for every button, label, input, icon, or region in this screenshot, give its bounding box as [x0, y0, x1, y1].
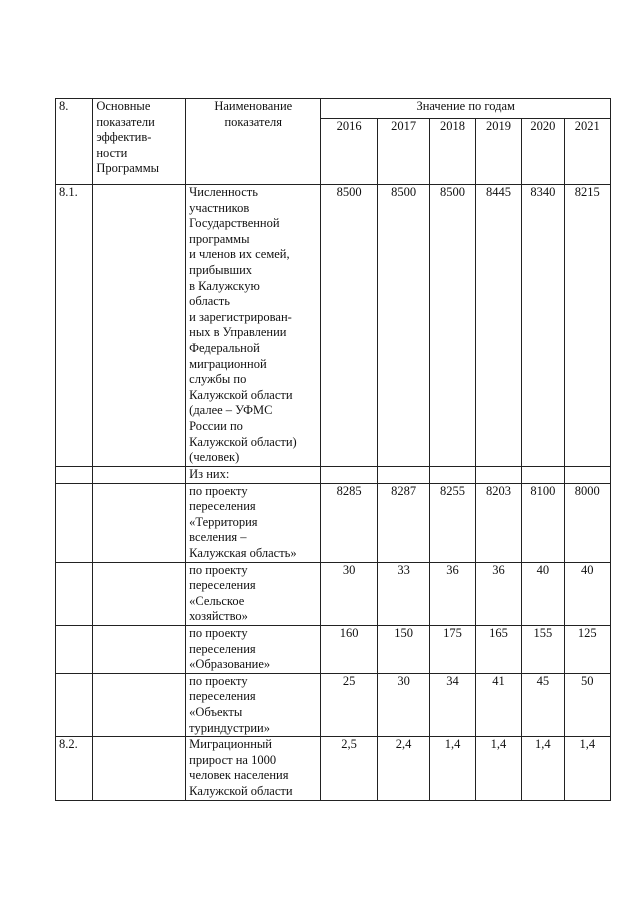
year-2018: 2018	[430, 119, 475, 185]
value-2018: 36	[430, 562, 475, 625]
value-2018: 8255	[430, 483, 475, 562]
table-row	[56, 562, 611, 625]
value-2020: 155	[522, 625, 564, 673]
table-row	[56, 673, 611, 736]
value-2020: 40	[522, 562, 564, 625]
value-2016: 30	[321, 562, 378, 625]
value-2021: 40	[564, 562, 610, 625]
row-number	[56, 562, 93, 625]
table-row	[56, 185, 611, 467]
value-2021: 125	[564, 625, 610, 673]
value-2021	[564, 467, 610, 484]
value-2018: 175	[430, 625, 475, 673]
value-2017: 30	[377, 673, 429, 736]
value-2018	[430, 467, 475, 484]
value-2019: 1,4	[475, 737, 521, 800]
row-indicator-name: по проекту переселения «Сельское хозяйство»	[186, 562, 321, 625]
value-2019: 41	[475, 673, 521, 736]
header-values-by-year: Значение по годам	[321, 99, 611, 119]
row-indicator	[93, 673, 186, 736]
value-2019: 36	[475, 562, 521, 625]
value-2016: 8500	[321, 185, 378, 467]
header-num: 8.	[56, 99, 93, 185]
value-2018: 34	[430, 673, 475, 736]
value-2021: 50	[564, 673, 610, 736]
row-indicator	[93, 483, 186, 562]
value-2019: 165	[475, 625, 521, 673]
value-2016: 160	[321, 625, 378, 673]
value-2016	[321, 467, 378, 484]
value-2017	[377, 467, 429, 484]
row-indicator	[93, 625, 186, 673]
row-number: 8.1.	[56, 185, 93, 467]
value-2019: 8445	[475, 185, 521, 467]
year-2017: 2017	[377, 119, 429, 185]
table-row	[56, 483, 611, 562]
row-indicator	[93, 562, 186, 625]
value-2021: 8000	[564, 483, 610, 562]
table-row	[56, 625, 611, 673]
row-indicator	[93, 737, 186, 800]
header-row	[56, 99, 611, 119]
row-number	[56, 625, 93, 673]
row-indicator-name: по проекту переселения «Объекты туриндустрии»	[186, 673, 321, 736]
value-2016: 25	[321, 673, 378, 736]
value-2017: 33	[377, 562, 429, 625]
value-2020	[522, 467, 564, 484]
value-2020: 8100	[522, 483, 564, 562]
header-indicators: Основные показатели эффектив- ности Программы	[93, 99, 186, 185]
row-number	[56, 483, 93, 562]
year-2019: 2019	[475, 119, 521, 185]
row-indicator-name: Миграционный прирост на 1000 человек населения Калужской области	[186, 737, 321, 800]
value-2018: 8500	[430, 185, 475, 467]
indicators-table	[55, 98, 611, 801]
header-name: Наименование показателя	[186, 99, 321, 185]
value-2016: 2,5	[321, 737, 378, 800]
row-indicator-name: Из них:	[186, 467, 321, 484]
value-2019	[475, 467, 521, 484]
value-2020: 1,4	[522, 737, 564, 800]
year-2020: 2020	[522, 119, 564, 185]
row-number	[56, 467, 93, 484]
row-number: 8.2.	[56, 737, 93, 800]
row-indicator	[93, 467, 186, 484]
value-2019: 8203	[475, 483, 521, 562]
table-row	[56, 737, 611, 800]
row-indicator	[93, 185, 186, 467]
row-indicator-name: по проекту переселения «Территория вселения – Калужская область»	[186, 483, 321, 562]
value-2021: 1,4	[564, 737, 610, 800]
value-2017: 2,4	[377, 737, 429, 800]
value-2017: 150	[377, 625, 429, 673]
table-body	[56, 185, 611, 801]
value-2020: 45	[522, 673, 564, 736]
value-2020: 8340	[522, 185, 564, 467]
row-indicator-name: Численность участников Государственной программы и членов их семей, прибывших в Калужскую область и зарегистрирован- ных в Управлении Федеральной миграционной службы по Калужской области (далее – УФМС России по Калужской области) (человек)	[186, 185, 321, 467]
value-2017: 8287	[377, 483, 429, 562]
value-2021: 8215	[564, 185, 610, 467]
row-number	[56, 673, 93, 736]
year-2016: 2016	[321, 119, 378, 185]
value-2018: 1,4	[430, 737, 475, 800]
year-2021: 2021	[564, 119, 610, 185]
value-2016: 8285	[321, 483, 378, 562]
row-indicator-name: по проекту переселения «Образование»	[186, 625, 321, 673]
table-row	[56, 467, 611, 484]
value-2017: 8500	[377, 185, 429, 467]
